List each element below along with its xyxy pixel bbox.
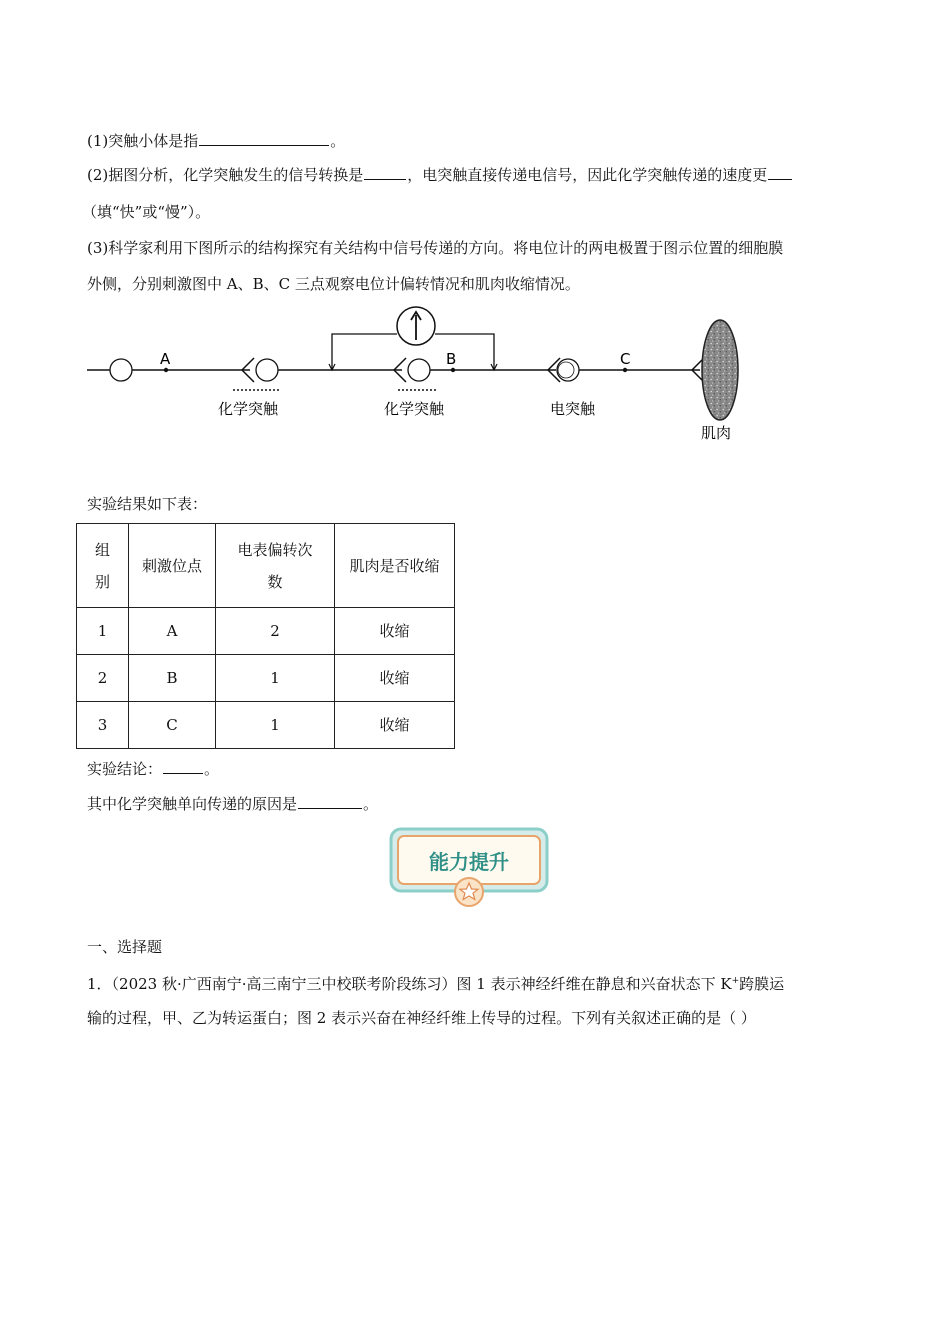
table-cell: 2 [216,608,335,655]
results-table [76,523,455,749]
table-header-row [77,524,455,608]
question-2-line: (2)据图分析，化学突触发生的信号转换是 ，电突触直接传递电信号，因此化学突触传递的速度更 [87,164,793,185]
header-cell-contraction: 肌肉是否收缩 [335,524,455,608]
answer-blank[interactable] [298,793,362,809]
reason-line: 其中化学突触单向传递的原因是 。 [87,795,379,813]
table-row [77,655,455,702]
table-row [77,608,455,655]
table-cell: 收缩 [335,608,455,655]
question-2-line-2: （填“快”或“慢”）。 [82,203,211,221]
neuron-4 [557,358,704,382]
synapse-diagram [80,300,760,450]
question1-line-2: 输的过程，甲、乙为转运蛋白；图 2 表示兴奋在神经纤维上传导的过程。下列有关叙述正确的是（ ） [87,1009,756,1027]
question-1-line: (1)突触小体是指 。 [87,132,346,150]
table-cell: A [129,608,216,655]
table-cell: 2 [77,655,129,702]
neuron-3 [408,358,560,382]
table-row [77,702,455,749]
point-a-label: A [160,350,171,368]
point-b-dot[interactable] [451,368,455,372]
answer-blank[interactable] [199,130,329,146]
answer-blank[interactable] [364,164,406,180]
answer-blank[interactable] [163,758,203,774]
point-c-label: C [620,350,631,368]
table-cell: C [129,702,216,749]
synapse-2-label: 化学突触 [384,400,445,418]
point-c-dot[interactable] [623,368,627,372]
table-cell: 3 [77,702,129,749]
results-intro: 实验结果如下表： [87,495,208,513]
table-cell: 收缩 [335,655,455,702]
muscle-label: 肌肉 [701,424,732,442]
conclusion-line: 实验结论： 。 [87,760,220,778]
synapse-3-label: 电突触 [550,400,596,418]
point-a-dot[interactable] [164,368,168,372]
header-cell-group: 组 别 [77,524,129,608]
header-cell-site: 刺激位点 [129,524,216,608]
header-cell-deflection: 电表偏转次 数 [216,524,335,608]
table-cell: 收缩 [335,702,455,749]
question1-line-1: 1．（2023 秋·广西南宁·高三南宁三中校联考阶段练习）图 1 表示神经纤维在静息和兴奋状态下 K+跨膜运 [87,975,785,993]
table-cell: 1 [216,655,335,702]
question-3-line-2: 外侧，分别刺激图中 A、B、C 三点观察电位计偏转情况和肌肉收缩情况。 [87,275,580,293]
table-cell: B [129,655,216,702]
star-icon [455,878,483,906]
muscle [702,320,738,420]
question-3-line-1: (3)科学家利用下图所示的结构探究有关结构中信号传递的方向。将电位计的两电极置于图示位置的细胞膜 [87,239,784,257]
neuron-2 [256,358,406,382]
answer-blank[interactable] [768,164,792,180]
synapse-1-label: 化学突触 [218,400,279,418]
point-b-label: B [446,350,457,368]
section-title: 一、选择题 [87,938,163,956]
badge-text: 能力提升 [429,850,509,874]
table-cell: 1 [216,702,335,749]
table-cell: 1 [77,608,129,655]
neuron-1 [87,358,254,382]
ability-badge [388,826,552,910]
